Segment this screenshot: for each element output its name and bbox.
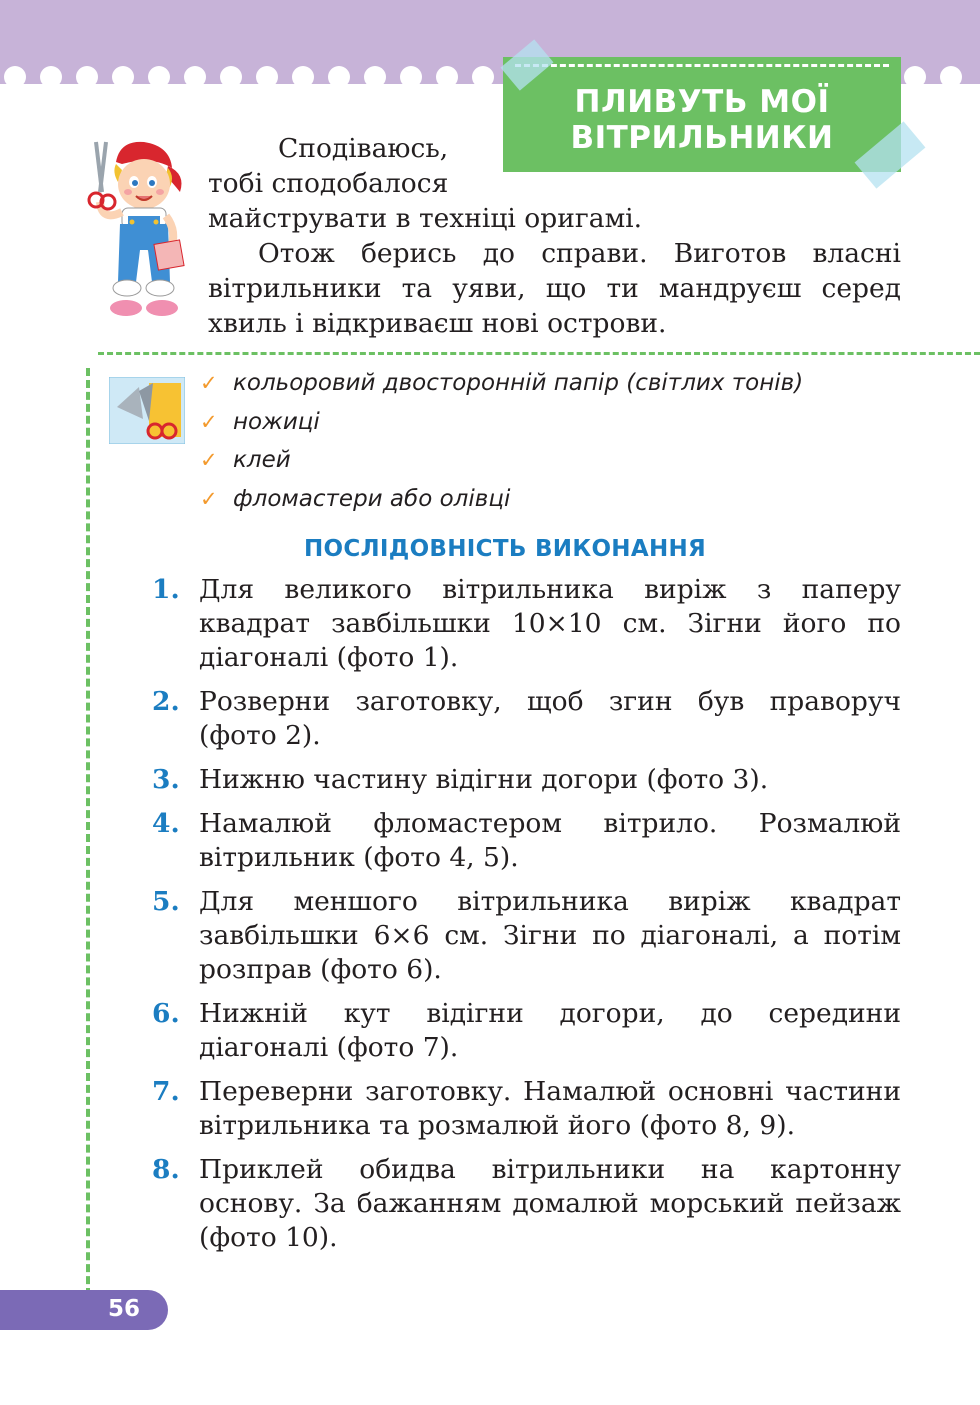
intro-paragraph2: Отож берись до справи. Виготов власні вітрильники та уяви, що ти мандруєш серед хвиль і відкриваєш нові острови.: [208, 238, 901, 339]
material-label: ножиці: [233, 408, 320, 435]
page-title-line1: ПЛИВУТЬ МОЇ: [574, 84, 830, 120]
page-number: 56: [108, 1296, 141, 1322]
step-number: 4.: [152, 808, 180, 839]
step-item: [152, 997, 901, 1065]
section-left-dashed-border: [86, 368, 90, 1308]
step-text: Нижню частину відігни догори (фото 3).: [199, 764, 769, 795]
check-icon: ✓: [200, 448, 218, 472]
list-item: [200, 441, 803, 480]
intro-text: [208, 131, 901, 341]
step-text: Розверни заготовку, щоб згин був праворуч (фото 2).: [199, 686, 901, 751]
steps-list: [152, 573, 901, 1265]
step-item: [152, 1075, 901, 1143]
step-item: [152, 573, 901, 675]
title-banner-stitching: [515, 64, 889, 67]
material-label: кольоровий двосторонній папір (світлих тонів): [233, 370, 804, 396]
material-label: фломастери або олівці: [233, 485, 511, 512]
intro-line1: Сподіваюсь,: [278, 133, 449, 164]
step-item: [152, 1153, 901, 1255]
girl-with-scissors-illustration: [82, 132, 192, 324]
intro-line2: тобі сподобалося: [208, 168, 449, 199]
page-title-line2: ВІТРИЛЬНИКИ: [570, 120, 834, 156]
step-item: [152, 763, 901, 797]
section-divider-dashed: [98, 352, 980, 355]
materials-list: [200, 364, 803, 518]
scissors-and-paper-icon: [109, 377, 185, 444]
step-number: 1.: [152, 574, 180, 605]
step-number: 6.: [152, 998, 180, 1029]
step-number: 2.: [152, 686, 180, 717]
check-icon: ✓: [200, 409, 218, 434]
step-text: Переверни заготовку. Намалюй основні частини вітрильника та розмалюй його (фото 8, 9).: [199, 1076, 901, 1141]
list-item: [200, 364, 803, 403]
step-text: Для великого вітрильника виріж з паперу квадрат завбільшки 10×10 см. Зігни його по діагоналі (фото 1).: [199, 574, 901, 673]
step-number: 5.: [152, 886, 180, 917]
sequence-heading: ПОСЛІДОВНІСТЬ ВИКОНАННЯ: [303, 536, 707, 562]
intro-line3: майструвати в техніці оригамі.: [208, 203, 643, 234]
step-item: [152, 885, 901, 987]
material-label: клей: [233, 447, 291, 473]
step-text: Для меншого вітрильника виріж квадрат завбільшки 6×6 см. Зігни по діагоналі, а потім розправ (фото 6).: [199, 886, 901, 985]
step-text: Намалюй фломастером вітрило. Розмалюй вітрильник (фото 4, 5).: [199, 808, 901, 873]
list-item: [200, 480, 803, 519]
page-number-tab: [0, 1290, 168, 1330]
check-icon: ✓: [200, 486, 218, 511]
step-number: 8.: [152, 1154, 180, 1185]
step-text: Нижній кут відігни догори, до середини діагоналі (фото 7).: [199, 998, 901, 1063]
step-item: [152, 685, 901, 753]
check-icon: ✓: [200, 371, 218, 395]
step-number: 7.: [152, 1076, 180, 1107]
list-item: [200, 403, 803, 442]
step-item: [152, 807, 901, 875]
step-number: 3.: [152, 764, 180, 795]
step-text: Приклей обидва вітрильники на картонну основу. За бажанням домалюй морський пейзаж (фото 10).: [199, 1154, 901, 1253]
